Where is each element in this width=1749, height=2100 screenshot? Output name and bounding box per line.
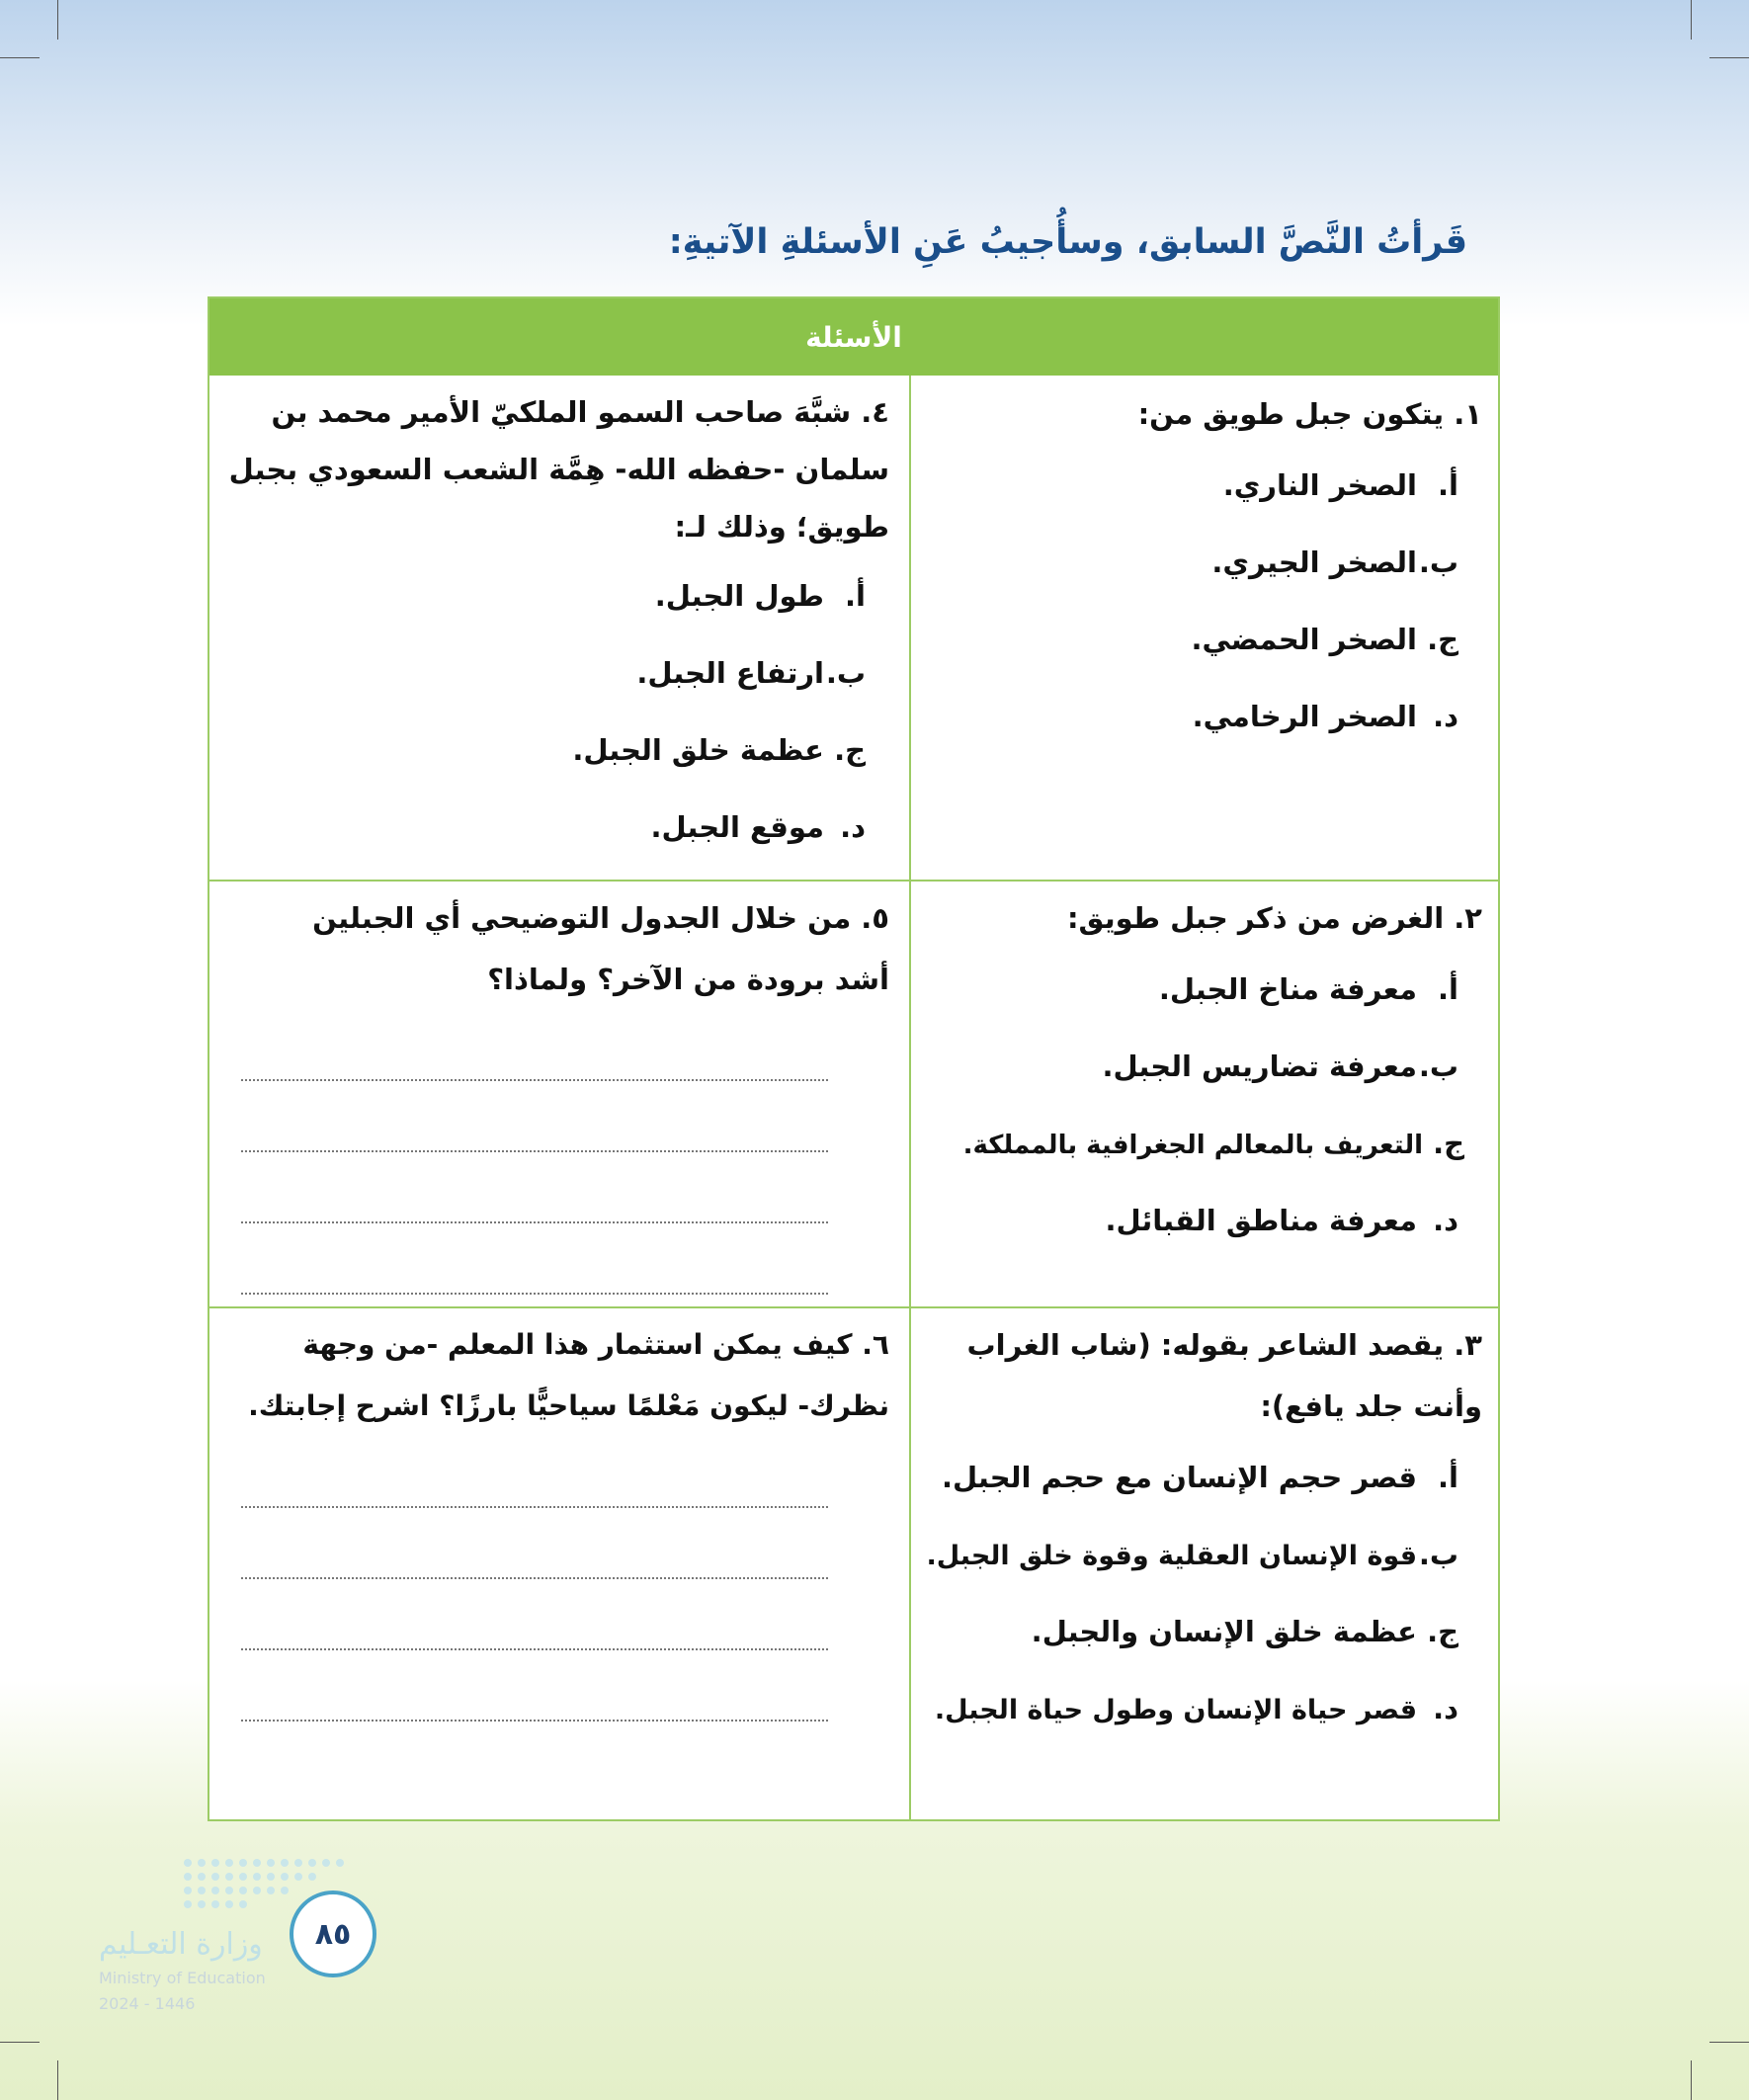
answer-option[interactable]: د.موقع الجبل.: [650, 810, 866, 844]
answer-option[interactable]: ج.عظمة خلق الجبل.: [572, 733, 866, 767]
question-2: [911, 887, 1500, 1267]
answer-option[interactable]: د.معرفة مناطق القبائل.: [1105, 1204, 1458, 1237]
page-number: ٨٥: [290, 1890, 376, 1977]
answer-line[interactable]: [241, 1223, 828, 1295]
question-6: [209, 1314, 909, 1722]
crop-mark: [1709, 2042, 1749, 2043]
answer-option[interactable]: ج.عظمة خلق الإنسان والجبل.: [1031, 1615, 1458, 1648]
ministry-name-english: Ministry of Education: [99, 1969, 266, 1987]
question-text: ١. يتكون جبل طويق من:: [1137, 397, 1482, 431]
answer-option[interactable]: أ.قصر حجم الإنسان مع حجم الجبل.: [942, 1461, 1458, 1494]
answer-line[interactable]: [241, 1010, 828, 1081]
question-text: ٣. يقصد الشاعر بقوله: (شاب الغراب وأنت جلد يافع):: [966, 1328, 1482, 1423]
answer-option[interactable]: د.الصخر الرخامي.: [1192, 700, 1458, 733]
crop-mark: [1691, 0, 1692, 40]
question-text: ٦. كيف يمكن استثمار هذا المعلم -من وجهة نظرك- ليكون مَعْلمًا سياحيًّا بارزًا؟ اشرح إجابتك.: [248, 1328, 889, 1422]
ministry-name-arabic: وزارة التعـليم: [99, 1927, 263, 1962]
answer-line[interactable]: [241, 1508, 828, 1579]
questions-table: [208, 296, 1500, 1821]
answer-lines[interactable]: [227, 1437, 889, 1722]
answer-option[interactable]: ب.معرفة تضاريس الجبل.: [1102, 1050, 1458, 1083]
crop-mark: [1709, 57, 1749, 58]
answer-option[interactable]: أ.طول الجبل.: [654, 579, 866, 613]
question-4: [209, 383, 909, 874]
answer-line[interactable]: [241, 1437, 828, 1508]
crop-mark: [0, 2042, 40, 2043]
answer-line[interactable]: [241, 1081, 828, 1152]
crop-mark: [0, 57, 40, 58]
question-text: ٤. شبَّهَ صاحب السمو الملكيّ الأمير محمد بن سلمان -حفظه الله- هِمَّة الشعب السعودي بجبل طويق؛ وذلك لـ:: [228, 395, 889, 544]
answer-line[interactable]: [241, 1152, 828, 1223]
table-header: الأسئلة: [209, 298, 1498, 376]
answer-option[interactable]: ب.قوة الإنسان العقلية وقوة خلق الجبل.: [926, 1538, 1458, 1571]
question-text: ٥. من خلال الجدول التوضيحي أي الجبلين أشد برودة من الآخر؟ ولماذا؟: [312, 901, 889, 996]
answer-option[interactable]: ج.التعريف بالمعالم الجغرافية بالمملكة.: [962, 1127, 1464, 1160]
crop-mark: [57, 2060, 58, 2100]
answer-option[interactable]: ب.ارتفاع الجبل.: [636, 656, 866, 690]
crop-mark: [1691, 2060, 1692, 2100]
answer-line[interactable]: [241, 1650, 828, 1722]
answer-line[interactable]: [241, 1579, 828, 1650]
answer-option[interactable]: أ.معرفة مناخ الجبل.: [1158, 972, 1458, 1006]
row-divider: [209, 880, 1498, 882]
row-divider: [209, 1306, 1498, 1308]
academic-year: 2024 - 1446: [99, 1994, 196, 2013]
question-1: [911, 383, 1500, 763]
crop-mark: [57, 0, 58, 40]
answer-lines[interactable]: [227, 1010, 889, 1295]
answer-option[interactable]: ج.الصخر الحمضي.: [1191, 623, 1458, 656]
page-heading: قَرأتُ النَّصَّ السابق، وسأُجيبُ عَنِ الأسئلةِ الآتيةِ:: [668, 222, 1467, 262]
answer-option[interactable]: أ.الصخر الناري.: [1222, 468, 1458, 502]
answer-option[interactable]: ب.الصخر الجيري.: [1211, 546, 1458, 579]
question-5: [209, 887, 909, 1295]
question-text: ٢. الغرض من ذكر جبل طويق:: [1066, 901, 1482, 935]
question-3: [911, 1314, 1500, 1755]
answer-option[interactable]: د.قصر حياة الإنسان وطول حياة الجبل.: [934, 1692, 1458, 1725]
